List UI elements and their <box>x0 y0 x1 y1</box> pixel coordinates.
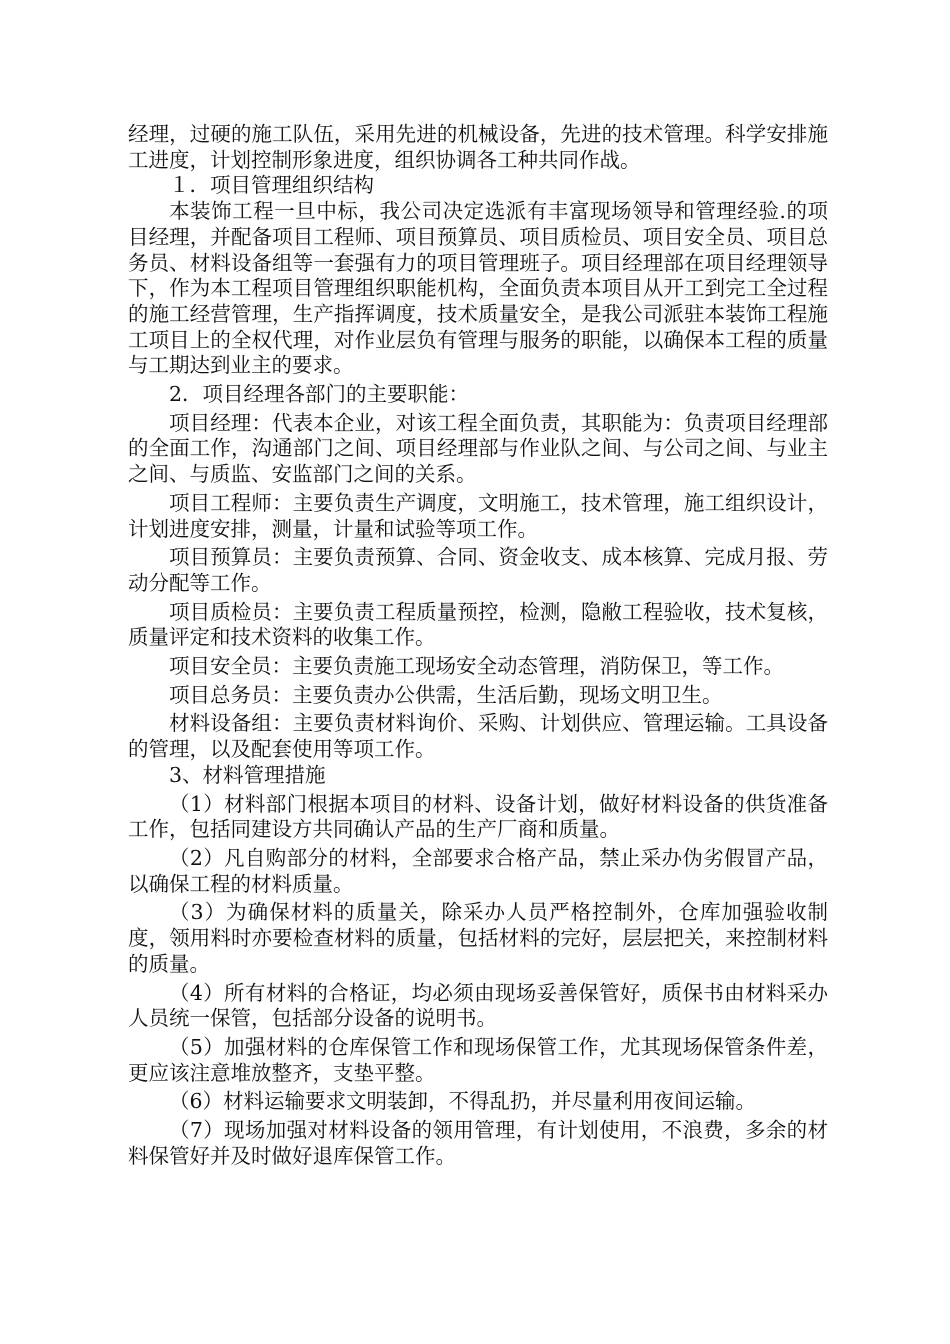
paragraph-intro-continuation: 经理，过硬的施工队伍，采用先进的机械设备，先进的技术管理。科学安排施工进度，计划控制形象进度，组织协调各工种共同作战。 <box>128 122 828 172</box>
list-item-material-7: （7）现场加强对材料设备的领用管理，有计划使用，不浪费，多余的材料保管好并及时做好退库保管工作。 <box>128 1118 828 1168</box>
heading-department-duties: 2．项目经理各部门的主要职能： <box>169 382 470 407</box>
paragraph-budget-officer: 项目预算员：主要负责预算、合同、资金收支、成本核算、完成月报、劳动分配等工作。 <box>128 545 828 595</box>
list-item-material-6: （6）材料运输要求文明装卸，不得乱扔，并尽量利用夜间运输。 <box>169 1089 757 1114</box>
paragraph-general-affairs: 项目总务员：主要负责办公供需，生活后勤，现场文明卫生。 <box>169 682 723 707</box>
list-item-material-4: （4）所有材料的合格证，均必须由现场妥善保管好，质保书由材料采办人员统一保管，包括部分设备的说明书。 <box>128 980 828 1031</box>
paragraph-project-engineer: 项目工程师：主要负责生产调度，文明施工，技术管理，施工组织设计，计划进度安排，测量，计量和试验等项工作。 <box>128 490 828 541</box>
heading-material-management: 3、材料管理措施 <box>169 762 326 787</box>
list-item-material-5: （5）加强材料的仓库保管工作和现场保管工作，尤其现场保管条件差，更应该注意堆放整齐，支垫平整。 <box>128 1034 828 1085</box>
document-page <box>128 122 828 1169</box>
list-item-material-3: （3）为确保材料的质量关，除采办人员严格控制外，仓库加强验收制度，领用料时亦要检查材料的质量，包括材料的完好，层层把关，来控制材料的质量。 <box>128 900 828 976</box>
list-item-material-1: （1）材料部门根据本项目的材料、设备计划，做好材料设备的供货准备工作，包括同建设方共同确认产品的生产厂商和质量。 <box>128 791 828 842</box>
list-item-material-2: （2）凡自购部分的材料，全部要求合格产品，禁止采办伪劣假冒产品，以确保工程的材料质量。 <box>128 845 828 896</box>
paragraph-safety-officer: 项目安全员：主要负责施工现场安全动态管理，消防保卫，等工作。 <box>169 654 784 679</box>
paragraph-project-manager: 项目经理：代表本企业，对该工程全面负责，其职能为：负责项目经理部的全面工作，沟通部门之间、项目经理部与作业队之间、与公司之间、与业主之间、与质监、安监部门之间的关系。 <box>128 410 828 487</box>
heading-org-structure: １．项目管理组织结构 <box>169 173 374 198</box>
paragraph-org-structure: 本装饰工程一旦中标，我公司决定选派有丰富现场领导和管理经验.的项目经理，并配备项目工程师、项目预算员、项目质检员、项目安全员、项目总务员、材料设备组等一套强有力的项目管理班子。项目经理部在项目经理领导下，作为本工程项目管理组织职能机构，全面负责本项目从开工到完工全过程的施工经营管理，生产指挥调度，技术质量安全，是我公司派驻本装饰工程施工项目上的全权代理，对作业层负有管理与服务的职能，以确保本工程的质量与工期达到业主的要求。 <box>128 199 828 378</box>
paragraph-materials-group: 材料设备组：主要负责材料询价、采购、计划供应、管理运输。工具设备的管理，以及配套使用等项工作。 <box>128 711 828 762</box>
paragraph-quality-inspector: 项目质检员：主要负责工程质量预控，检测，隐敝工程验收，技术复核，质量评定和技术资料的收集工作。 <box>128 599 828 650</box>
